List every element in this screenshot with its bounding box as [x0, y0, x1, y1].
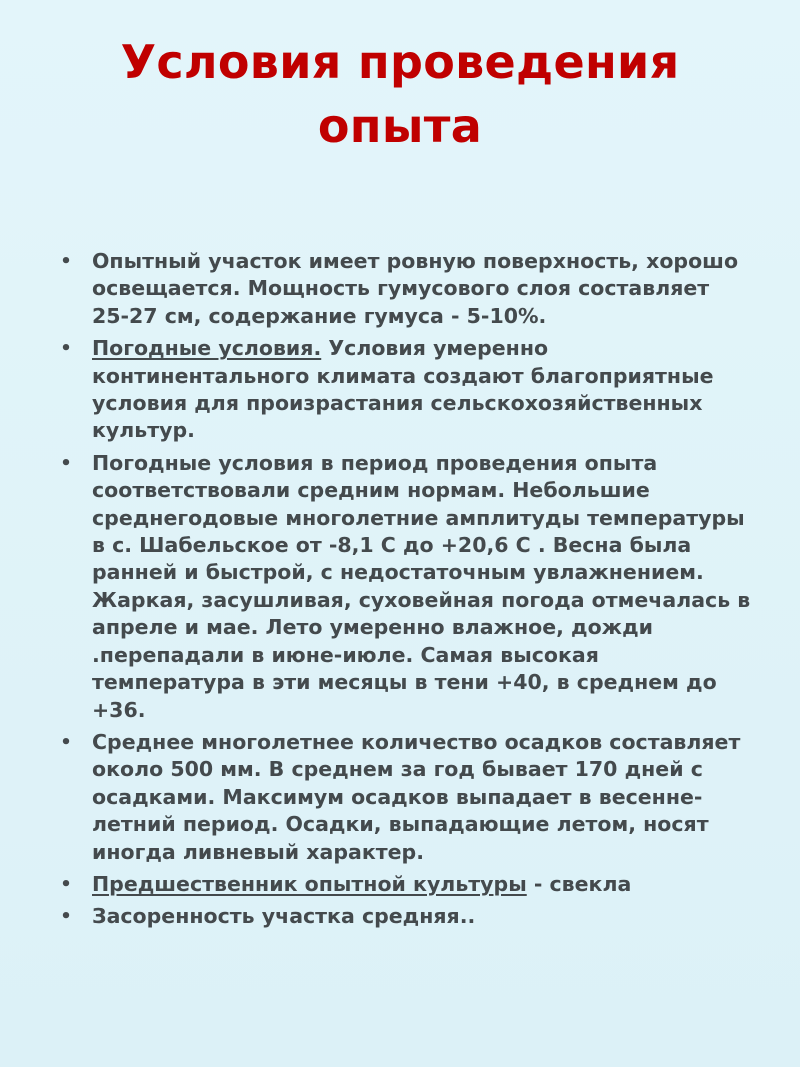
bullet-text: - свекла	[526, 871, 632, 896]
bullet-item-season-weather	[52, 450, 752, 724]
bullet-item-weeds	[52, 903, 752, 930]
bullet-icon: •	[60, 452, 72, 474]
bullet-text: Опытный участок имеет ровную поверхность, хорошо освещается. Мощность гумусового слоя составляет 25-27 см, содержание гумуса - 5-10%.	[92, 249, 739, 328]
bullet-text: Погодные условия в период проведения опыта соответствовали средним нормам. Небольшие среднегодовые многолетние амплитуды температуры в с. Шабельское от -8,1 С до +20,6 С . Весна была ранней и быстрой, с недостаточным увлажнением. Жаркая, засушливая, суховейная погода отмечалась в апреле и мае. Лето умеренно влажное, дожди .перепадали в июне-июле. Самая высокая температура в эти месяцы в тени +40, в среднем до +36.	[92, 450, 751, 722]
bullet-icon: •	[60, 338, 72, 360]
underlined-heading-weather: Погодные условия.	[92, 336, 322, 361]
slide-title-line-2: опыта	[317, 99, 483, 153]
slide-title-line-1: Условия проведения	[120, 35, 680, 89]
bullet-text: Среднее многолетнее количество осадков составляет около 500 мм. В среднем за год бывает 170 дней с осадками. Максимум осадков выпадает в весенне-летний период. Осадки, выпадающие летом, носят иногда ливневый характер.	[92, 729, 741, 864]
bullet-item-plot	[52, 248, 752, 330]
bullet-icon: •	[60, 251, 72, 272]
bullet-text: Условия умеренно континентального климата создают благоприятные условия для произрастания сельскохозяйственных культур.	[92, 336, 714, 443]
slide-title	[40, 30, 760, 158]
bullet-icon: •	[60, 731, 72, 753]
bullet-icon: •	[60, 906, 72, 928]
underlined-heading-predecessor: Предшественник опытной культуры	[92, 871, 527, 896]
bullet-item-precipitation	[52, 729, 752, 866]
bullet-text: Засоренность участка средняя..	[92, 904, 476, 929]
bullet-item-predecessor	[52, 871, 752, 898]
bullet-list	[52, 248, 752, 936]
bullet-item-weather	[52, 335, 752, 445]
bullet-icon: •	[60, 873, 72, 895]
